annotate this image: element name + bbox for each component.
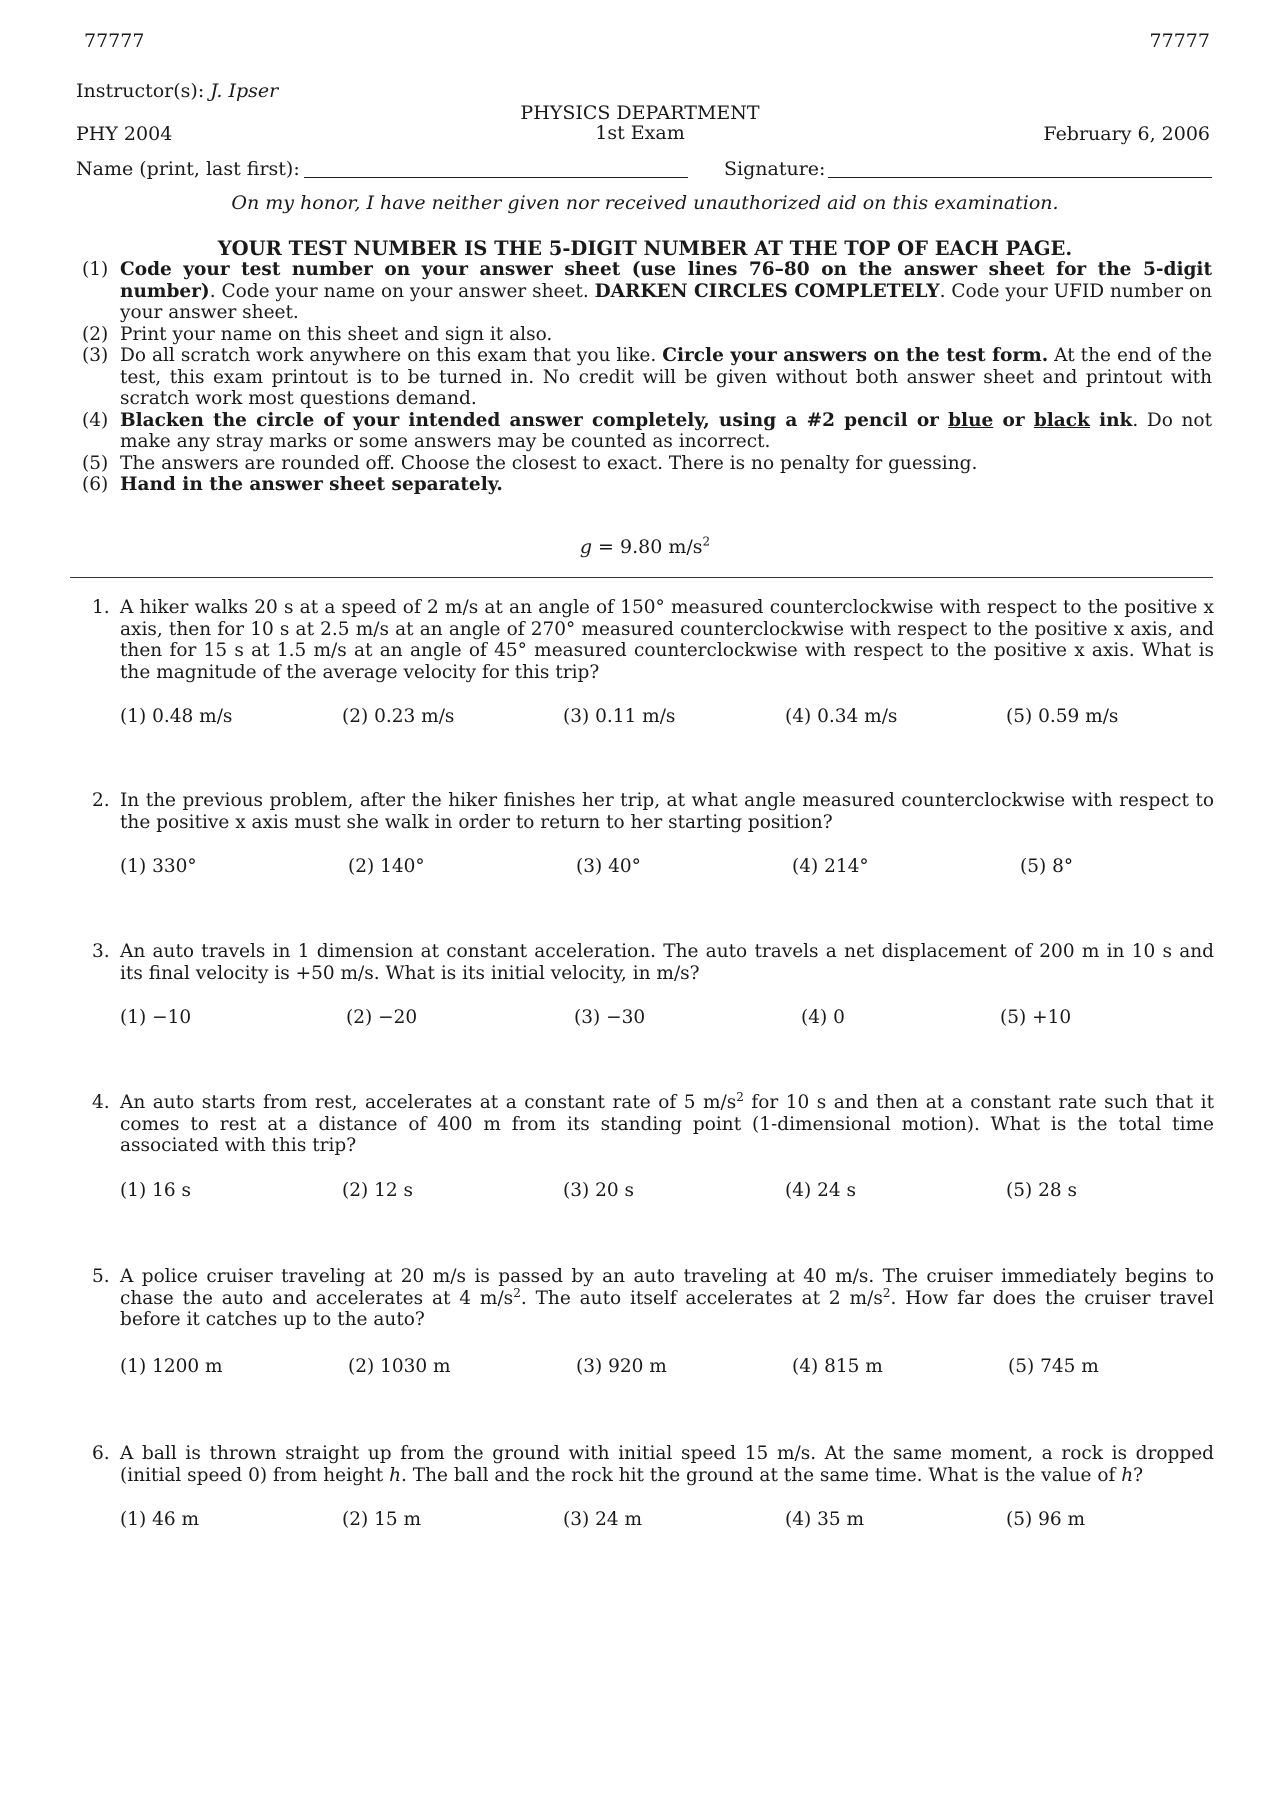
instruction-item: (4) Blacken the circle of your intended answer completely, using a #2 pencil or blue or black ink. Do not make any stray marks or some answers may be counted as incorrect. [82, 409, 1213, 452]
question-5: 5. A police cruiser traveling at 20 m/s is passed by an auto traveling at 40 m/s. The cruiser immediately begins to chase the auto and accelerates at 4 $m/s^2$. The auto itself accelerates at 2 $m/s^2$. How far does the cruiser travel before it catches up to the auto? [92, 1266, 1214, 1330]
exam-title: 1st Exam [595, 122, 685, 144]
instruction-item: (3) Do all scratch work anywhere on this exam that you like. Circle your answers on the test form. At the end of the test, this exam printout is to be turned in. No credit will be given without both answer sheet and printout with scratch work most questions demand. [82, 345, 1212, 409]
answer-option[interactable]: (4) 24 s [785, 1180, 857, 1201]
instructions-list [82, 259, 1212, 496]
answer-option[interactable]: (2) 1030 m [348, 1356, 451, 1377]
answer-option[interactable]: (1) 46 m [120, 1509, 200, 1530]
exam-date: February 6, 2006 [1043, 123, 1210, 145]
answer-option[interactable]: (1) 1200 m [120, 1356, 223, 1377]
name-field-line[interactable] [304, 177, 688, 178]
answer-option[interactable]: (3) 920 m [576, 1356, 667, 1377]
answer-option[interactable]: (3) −30 [574, 1007, 646, 1028]
answer-option[interactable]: (2) 12 s [342, 1180, 414, 1201]
answer-option[interactable]: (4) 0 [801, 1007, 845, 1028]
answer-option[interactable]: (4) 214° [792, 856, 869, 877]
instruction-item: (6) Hand in the answer sheet separately. [82, 474, 503, 495]
name-label: Name (print, last first): [76, 158, 300, 180]
answer-option[interactable]: (1) 0.48 m/s [120, 706, 233, 727]
answer-option[interactable]: (1) 16 s [120, 1180, 192, 1201]
answer-option[interactable]: (2) −20 [346, 1007, 418, 1028]
answer-option[interactable]: (4) 0.34 m/s [785, 706, 898, 727]
answer-option[interactable]: (5) 745 m [1008, 1356, 1099, 1377]
signature-field-line[interactable] [828, 177, 1212, 178]
answer-option[interactable]: (5) 0.59 m/s [1006, 706, 1119, 727]
question-3: 3. An auto travels in 1 dimension at constant acceleration. The auto travels a net displacement of 200 m in 10 s and its final velocity is +50 m/s. What is its initial velocity, in m/s? [92, 941, 1214, 984]
department-title: PHYSICS DEPARTMENT [520, 102, 760, 124]
question-2: 2. In the previous problem, after the hiker finishes her trip, at what angle measured counterclockwise with respect to the positive x axis must she walk in order to return to her starting position? [92, 790, 1214, 833]
answer-option[interactable]: (4) 815 m [792, 1356, 883, 1377]
test-number-left: 77777 [84, 30, 145, 52]
signature-label: Signature: [724, 158, 826, 180]
answer-option[interactable]: (5) 8° [1020, 856, 1074, 877]
answer-option[interactable]: (1) 330° [120, 856, 197, 877]
course-code: PHY 2004 [76, 123, 173, 145]
answer-option[interactable]: (3) 0.11 m/s [563, 706, 676, 727]
answer-option[interactable]: (5) 28 s [1006, 1180, 1078, 1201]
instructor-line [76, 80, 278, 102]
answer-option[interactable]: (5) +10 [1000, 1007, 1072, 1028]
instruction-item: (5) The answers are rounded off. Choose the closest to exact. There is no penalty for guessing. [82, 452, 978, 474]
instructions-heading: YOUR TEST NUMBER IS THE 5-DIGIT NUMBER AT THE TOP OF EACH PAGE. [217, 237, 1073, 260]
answer-option[interactable]: (2) 0.23 m/s [342, 706, 455, 727]
test-number-right: 77777 [1149, 30, 1210, 52]
answer-option[interactable]: (2) 15 m [342, 1509, 422, 1530]
answer-option[interactable]: (3) 40° [576, 856, 641, 877]
instructor-name: J. Ipser [210, 80, 279, 102]
section-divider [70, 577, 1213, 578]
answer-option[interactable]: (5) 96 m [1006, 1509, 1086, 1530]
instruction-item: (1) Code your test number on your answer sheet (use lines 76–80 on the answer sheet for the 5-digit number). Code your name on your answer sheet. DARKEN CIRCLES COMPLETELY. Code your UFID number on your answer sheet. [82, 259, 1212, 323]
honor-statement: On my honor, I have neither given nor received unauthorized aid on this examination. [231, 192, 1059, 214]
instructor-label: Instructor(s): [76, 80, 205, 102]
answer-option[interactable]: (3) 20 s [563, 1180, 635, 1201]
answer-option[interactable]: (1) −10 [120, 1007, 192, 1028]
question-4: 4. An auto starts from rest, accelerates at a constant rate of 5 $m/s^2$ for 10 s and then at a constant rate such that it comes to rest at a distance of 400 m from its standing point (1-dimensional motion). What is the total time associated with this trip? [92, 1089, 1215, 1156]
answer-option[interactable]: (2) 140° [348, 856, 425, 877]
gravity-constant: g = 9.80 $m/s^2$ [579, 534, 711, 558]
question-1: 1. A hiker walks 20 s at a speed of 2 m/s at an angle of 150° measured counterclockwise with respect to the positive x axis, then for 10 s at 2.5 m/s at an angle of 270° measured counterclockwise with respect to the positive x axis, and then for 15 s at 1.5 m/s at an angle of 45° measured counterclockwise with respect to the positive x axis. What is the magnitude of the average velocity for this trip? [92, 597, 1214, 683]
answer-option[interactable]: (4) 35 m [785, 1509, 865, 1530]
instruction-item: (2) Print your name on this sheet and sign it also. [82, 323, 553, 345]
question-6: 6. A ball is thrown straight up from the ground with initial speed 15 m/s. At the same moment, a rock is dropped (initial speed 0) from height h. The ball and the rock hit the ground at the same time. What is the value of h? [92, 1443, 1214, 1486]
answer-option[interactable]: (3) 24 m [563, 1509, 643, 1530]
